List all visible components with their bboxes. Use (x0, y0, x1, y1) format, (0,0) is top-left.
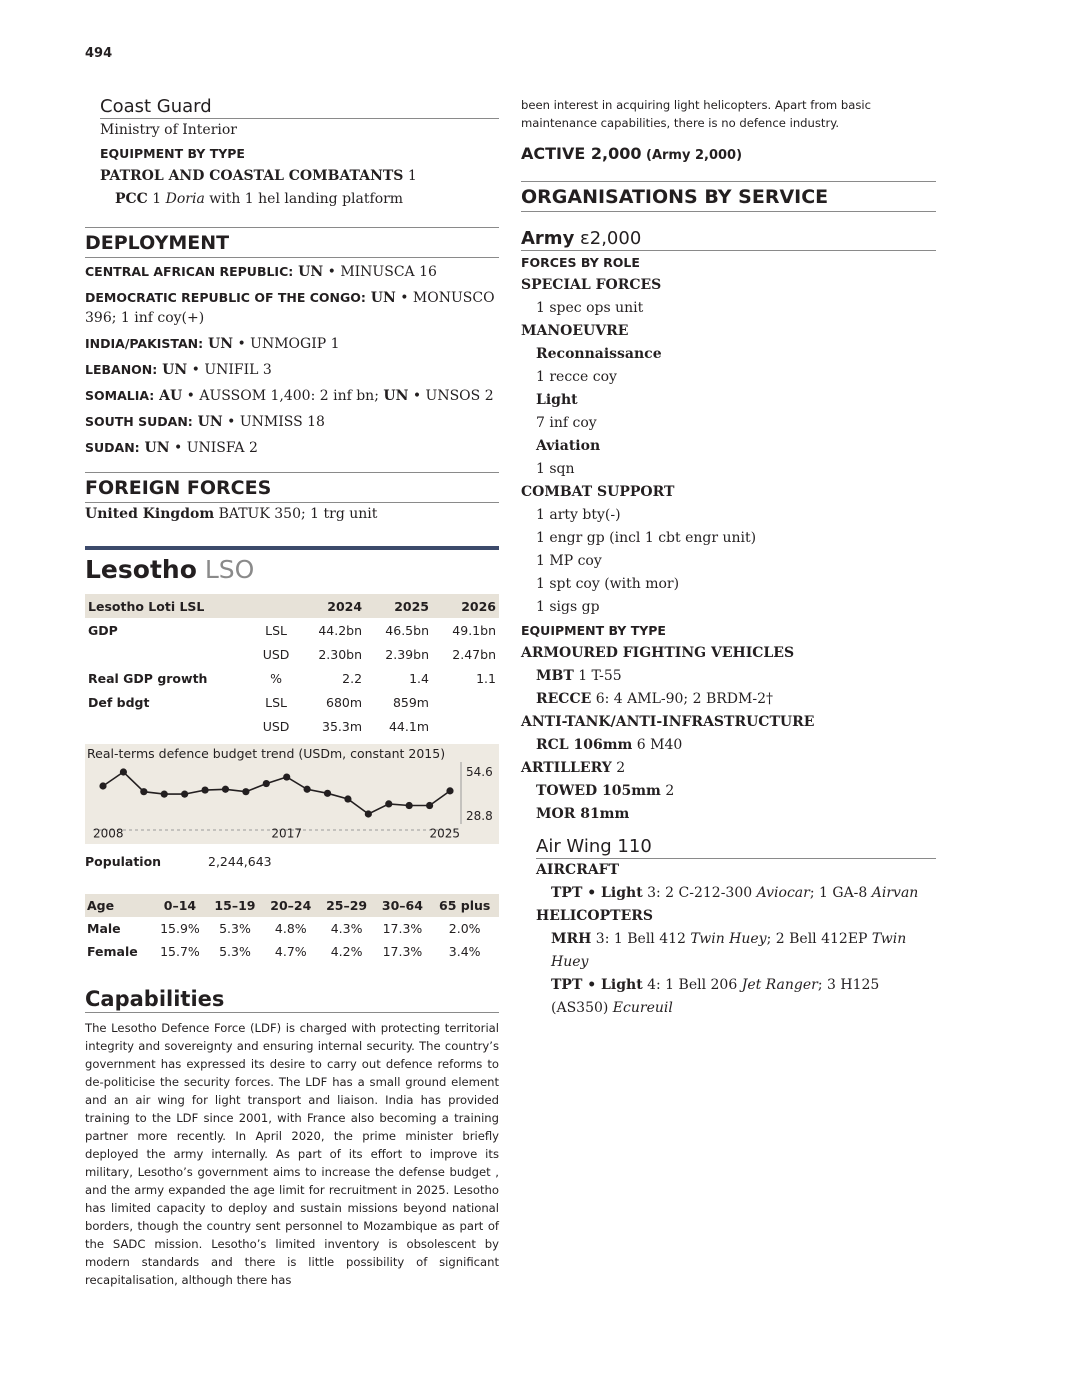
artillery-label: ARTILLERY (521, 760, 612, 776)
deployment-country: SOMALIA: (85, 388, 155, 403)
table-cell: 17.3% (382, 944, 423, 959)
towed-detail: 2 (660, 783, 675, 799)
table-cell: Def bdgt (88, 694, 150, 710)
artillery-line (521, 757, 936, 780)
army-name: Army (521, 228, 575, 249)
deployment-item (85, 360, 499, 380)
table-cell: GDP (88, 622, 118, 638)
air-wing-title (536, 836, 936, 859)
series-line (103, 772, 450, 814)
deployment-detail: • AUSSOM 1,400: 2 inf bn; (182, 388, 384, 404)
table-cell: 5.3% (219, 921, 251, 936)
heli-tpt-label: TPT • Light (551, 977, 643, 993)
deployment-org: AU (154, 388, 183, 404)
table-row (85, 666, 499, 690)
table-cell: 2.2 (342, 670, 363, 686)
data-point (344, 795, 351, 802)
foreign-forces-country: United Kingdom (85, 506, 215, 522)
pcc-line (100, 165, 499, 188)
foreign-forces-detail: BATUK 350; 1 trg unit (214, 506, 378, 522)
population-label: Population (85, 854, 162, 869)
mor-label: MOR 81mm (536, 806, 630, 822)
data-point (99, 782, 106, 789)
army-title (521, 228, 936, 251)
table-cell: 2.39bn (385, 646, 429, 662)
active-strength (521, 144, 936, 163)
table-header-row (85, 594, 499, 618)
table-header: 15–19 (207, 894, 263, 917)
chart-title: Real-terms defence budget trend (USDm, constant 2015) (87, 746, 446, 761)
air-wing-name: Air Wing (536, 836, 612, 857)
data-point (365, 810, 372, 817)
budget-trend-chart (85, 744, 499, 844)
data-point (426, 802, 433, 809)
deployment-country: LEBANON: (85, 362, 158, 377)
table-cell: 44.1m (388, 718, 429, 734)
table-cell: 49.1bn (452, 622, 496, 638)
table-cell: 46.5bn (385, 622, 429, 638)
deployment-detail: • UNSOS 2 (408, 388, 494, 404)
x-tick-label: 2008 (93, 826, 124, 841)
light-label: Light (536, 392, 578, 408)
mbt-detail: 1 T-55 (573, 668, 622, 684)
towed-line (521, 780, 936, 803)
deployment-org: UN (293, 264, 324, 280)
list-item: 1 sqn (536, 461, 575, 477)
chart-svg (85, 744, 499, 844)
foreign-forces-title: FOREIGN FORCES (85, 472, 499, 503)
table-cell: 17.3% (382, 921, 423, 936)
anti-tank-label: ANTI-TANK/ANTI-INFRASTRUCTURE (521, 714, 815, 730)
data-point (385, 800, 392, 807)
artillery-count: 2 (611, 760, 626, 776)
deployment-country: CENTRAL AFRICAN REPUBLIC: (85, 264, 294, 279)
recce-detail: 6: 4 AML-90; 2 BRDM-2† (591, 691, 773, 707)
table-cell: 859m (392, 694, 429, 710)
data-point (140, 788, 147, 795)
table-cell: USD (262, 718, 290, 734)
list-item: 1 arty bty(-) (536, 507, 621, 523)
active-detail: (Army 2,000) (641, 148, 743, 163)
pcc-item-name: Doria (165, 191, 205, 207)
age-table (85, 894, 499, 963)
table-header: 25–29 (319, 894, 375, 917)
table-header: 2025 (365, 594, 432, 618)
data-point (304, 786, 311, 793)
country-code: LSO (196, 555, 255, 584)
table-cell: 15.7% (160, 944, 200, 959)
coast-guard-section (85, 96, 499, 211)
list-item: 1 recce coy (536, 369, 617, 385)
table-cell: 2.0% (448, 921, 481, 936)
data-point (242, 788, 249, 795)
deployment-country: SOUTH SUDAN: (85, 414, 193, 429)
aircraft-label: AIRCRAFT (536, 862, 620, 878)
aircraft-tpt-label: TPT • Light (551, 885, 643, 901)
deployment-item (85, 334, 499, 354)
organisations-title: ORGANISATIONS BY SERVICE (521, 181, 936, 212)
deployment-detail: • MINUSCA 16 (323, 264, 437, 280)
recce-line (521, 688, 936, 711)
aircraft-name: Aviocar (756, 885, 810, 901)
data-point (324, 790, 331, 797)
table-header: 2024 (298, 594, 365, 618)
capabilities-text: The Lesotho Defence Force (LDF) is charged with protecting territorial integrity and sovereignty and ensuring internal security. The country’s government has expressed its desire to carry out defence reforms to de-politicise the security forces. The LDF has a small ground element and an air wing for light transport and liaison. India has provided training to the LDF since 2001, with France also becoming a training partner more recently. In April 2020, the prime minister briefly deployed the army internally. As part of its effort to improve its military, Lesotho’s government aims to increase the defense budget , and the army expanded the age limit for recruitment in 2025. Lesotho has limited capacity to deploy and sustain missions beyond national borders, though the country sent personnel to Mozambique as part of the SADC mission. Lesotho’s limited inventory is obsolescent by modern standards and there is little possibility of significant recapitalisation, although there has (85, 1021, 499, 1287)
country-title (85, 546, 499, 584)
deployment-country: INDIA/PAKISTAN: (85, 336, 204, 351)
coast-guard-equip-label: EQUIPMENT BY TYPE (100, 146, 245, 161)
deployment-org: UN (365, 290, 396, 306)
pcc-item-count: 1 (147, 191, 166, 207)
heli-tpt-detail: ; 3 H125 (AS350) (551, 977, 880, 1016)
table-cell: 35.3m (322, 718, 363, 734)
capabilities-text-continued: been interest in acquiring light helicopters. Apart from basic maintenance capabilities, there is no defence industry. (521, 98, 872, 130)
reconnaissance-label: Reconnaissance (536, 346, 662, 362)
deployment-item (85, 412, 499, 432)
table-cell: 4.7% (274, 944, 307, 959)
data-point (263, 780, 270, 787)
deployment-item (85, 386, 499, 406)
helicopter-name: Twin Huey (690, 931, 767, 947)
aircraft-tpt-detail: 3: 2 C-212-300 (642, 885, 757, 901)
deployment-country: SUDAN: (85, 440, 140, 455)
list-item: 1 sigs gp (536, 599, 600, 615)
mrh-label: MRH (551, 931, 592, 947)
aircraft-tpt-line (536, 882, 936, 905)
table-header-row (85, 894, 499, 917)
population-row (85, 854, 499, 878)
table-cell (85, 714, 254, 738)
deployment-item (85, 288, 499, 328)
table-row (85, 690, 499, 714)
aircraft-tpt-detail: ; 1 GA-8 (809, 885, 872, 901)
table-row (85, 940, 499, 963)
deployment-item (85, 438, 499, 458)
list-item: 1 spec ops unit (536, 300, 644, 316)
table-header: 30–64 (375, 894, 431, 917)
pcc-label: PATROL AND COASTAL COMBATANTS (100, 168, 404, 184)
coast-guard-title: Coast Guard (100, 96, 499, 119)
table-cell: 4.8% (274, 921, 307, 936)
table-cell: 680m (326, 694, 363, 710)
deployment-detail: • UNMISS 18 (222, 414, 325, 430)
aircraft-name: Airvan (871, 885, 919, 901)
table-header (254, 594, 298, 618)
deployment-item (85, 262, 499, 282)
helicopter-name: Jet Ranger (741, 977, 818, 993)
list-item: 7 inf coy (536, 415, 597, 431)
towed-label: TOWED 105mm (536, 783, 661, 799)
mbt-line (521, 665, 936, 688)
country-name: Lesotho (85, 555, 197, 584)
table-row (85, 642, 499, 666)
table-cell: 1.1 (476, 670, 496, 686)
data-point (222, 786, 229, 793)
table-header: 20–24 (263, 894, 319, 917)
table-cell: % (270, 670, 282, 686)
afv-label: ARMOURED FIGHTING VEHICLES (521, 645, 795, 661)
deployment-title: DEPLOYMENT (85, 227, 499, 258)
left-column (85, 96, 499, 1289)
data-point (283, 773, 290, 780)
rcl-line (521, 734, 936, 757)
manoeuvre-label: MANOEUVRE (521, 323, 629, 339)
foreign-forces-line (85, 503, 499, 526)
pcc-item-label: PCC (115, 191, 148, 207)
economic-table (85, 594, 499, 738)
table-cell: 4.3% (330, 921, 363, 936)
table-header: 0–14 (153, 894, 207, 917)
deployment-detail: • MONUSCO 396; 1 inf coy(+) (85, 290, 495, 326)
rcl-label: RCL 106mm (536, 737, 633, 753)
right-column (521, 96, 936, 1020)
table-cell: 44.2bn (318, 622, 363, 638)
deployment-detail: • UNIFIL 3 (187, 362, 272, 378)
table-cell: 5.3% (219, 944, 251, 959)
deployment-detail: • UNMOGIP 1 (233, 336, 340, 352)
data-point (181, 791, 188, 798)
mor-line (521, 803, 936, 826)
table-cell: 1.4 (409, 670, 429, 686)
aviation-label: Aviation (536, 438, 601, 454)
coast-guard-ministry: Ministry of Interior (100, 122, 237, 138)
table-cell: 2.30bn (318, 646, 363, 662)
table-row (85, 618, 499, 642)
heli-tpt-detail: 4: 1 Bell 206 (642, 977, 742, 993)
capabilities-title: Capabilities (85, 987, 499, 1013)
forces-by-role-label: FORCES BY ROLE (521, 255, 640, 270)
army-strength: ε2,000 (574, 228, 642, 249)
table-cell: LSL (265, 694, 287, 710)
y-tick-label: 54.6 (466, 765, 493, 779)
table-cell: USD (262, 646, 290, 662)
y-tick-label: 28.8 (466, 809, 493, 823)
mrh-line (536, 928, 936, 974)
pcc-item-line (100, 188, 499, 211)
army-equip-label: EQUIPMENT BY TYPE (521, 623, 666, 638)
data-point (161, 791, 168, 798)
table-cell (432, 714, 499, 738)
table-header: Lesotho Loti LSL (85, 594, 254, 618)
table-cell: 3.4% (448, 944, 481, 959)
heli-tpt-line (536, 974, 936, 1020)
table-cell: 15.9% (160, 921, 200, 936)
deployment-org: UN (383, 388, 409, 404)
table-row (85, 917, 499, 940)
air-wing-strength: 110 (611, 836, 652, 857)
table-header: 2026 (432, 594, 499, 618)
list-item: 1 spt coy (with mor) (536, 576, 680, 592)
data-point (201, 786, 208, 793)
air-wing-section (521, 836, 936, 1020)
table-cell (85, 642, 254, 666)
rcl-detail: 6 M40 (632, 737, 683, 753)
deployment-org: UN (139, 440, 170, 456)
deployment-org: UN (192, 414, 223, 430)
table-header: 65 plus (430, 894, 499, 917)
table-cell: Real GDP growth (88, 670, 208, 686)
table-cell: Male (87, 921, 121, 936)
x-tick-label: 2017 (271, 826, 302, 841)
deployment-org: UN (157, 362, 188, 378)
population-value: 2,244,643 (208, 854, 272, 869)
deployment-list (85, 262, 499, 458)
table-header: Age (85, 894, 153, 917)
combat-support-label: COMBAT SUPPORT (521, 484, 675, 500)
list-item: 1 engr gp (incl 1 cbt engr unit) (536, 530, 757, 546)
data-point (446, 787, 453, 794)
mrh-detail: 3: 1 Bell 412 (591, 931, 691, 947)
mrh-detail: ; 2 Bell 412EP (766, 931, 872, 947)
deployment-detail: • UNISFA 2 (169, 440, 258, 456)
page-number: 494 (85, 46, 113, 61)
helicopter-name: Ecureuil (612, 1000, 673, 1016)
table-cell: 2.47bn (452, 646, 496, 662)
pcc-count: 1 (403, 168, 417, 184)
deployment-country: DEMOCRATIC REPUBLIC OF THE CONGO: (85, 290, 366, 305)
table-cell (432, 690, 499, 714)
table-cell: LSL (265, 622, 287, 638)
active-label: ACTIVE 2,000 (521, 144, 642, 163)
data-point (120, 768, 127, 775)
special-forces-label: SPECIAL FORCES (521, 277, 662, 293)
mbt-label: MBT (536, 668, 574, 684)
table-cell: Female (87, 944, 138, 959)
table-cell: 4.2% (330, 944, 363, 959)
list-item: 1 MP coy (536, 553, 602, 569)
helicopter-name: Twin Huey (551, 931, 907, 970)
table-row (85, 714, 499, 738)
helicopters-label: HELICOPTERS (536, 908, 653, 924)
deployment-org: UN (203, 336, 233, 352)
data-point (406, 802, 413, 809)
recce-label: RECCE (536, 691, 592, 707)
x-tick-label: 2025 (429, 826, 460, 841)
pcc-item-rest: with 1 hel landing platform (204, 191, 404, 207)
